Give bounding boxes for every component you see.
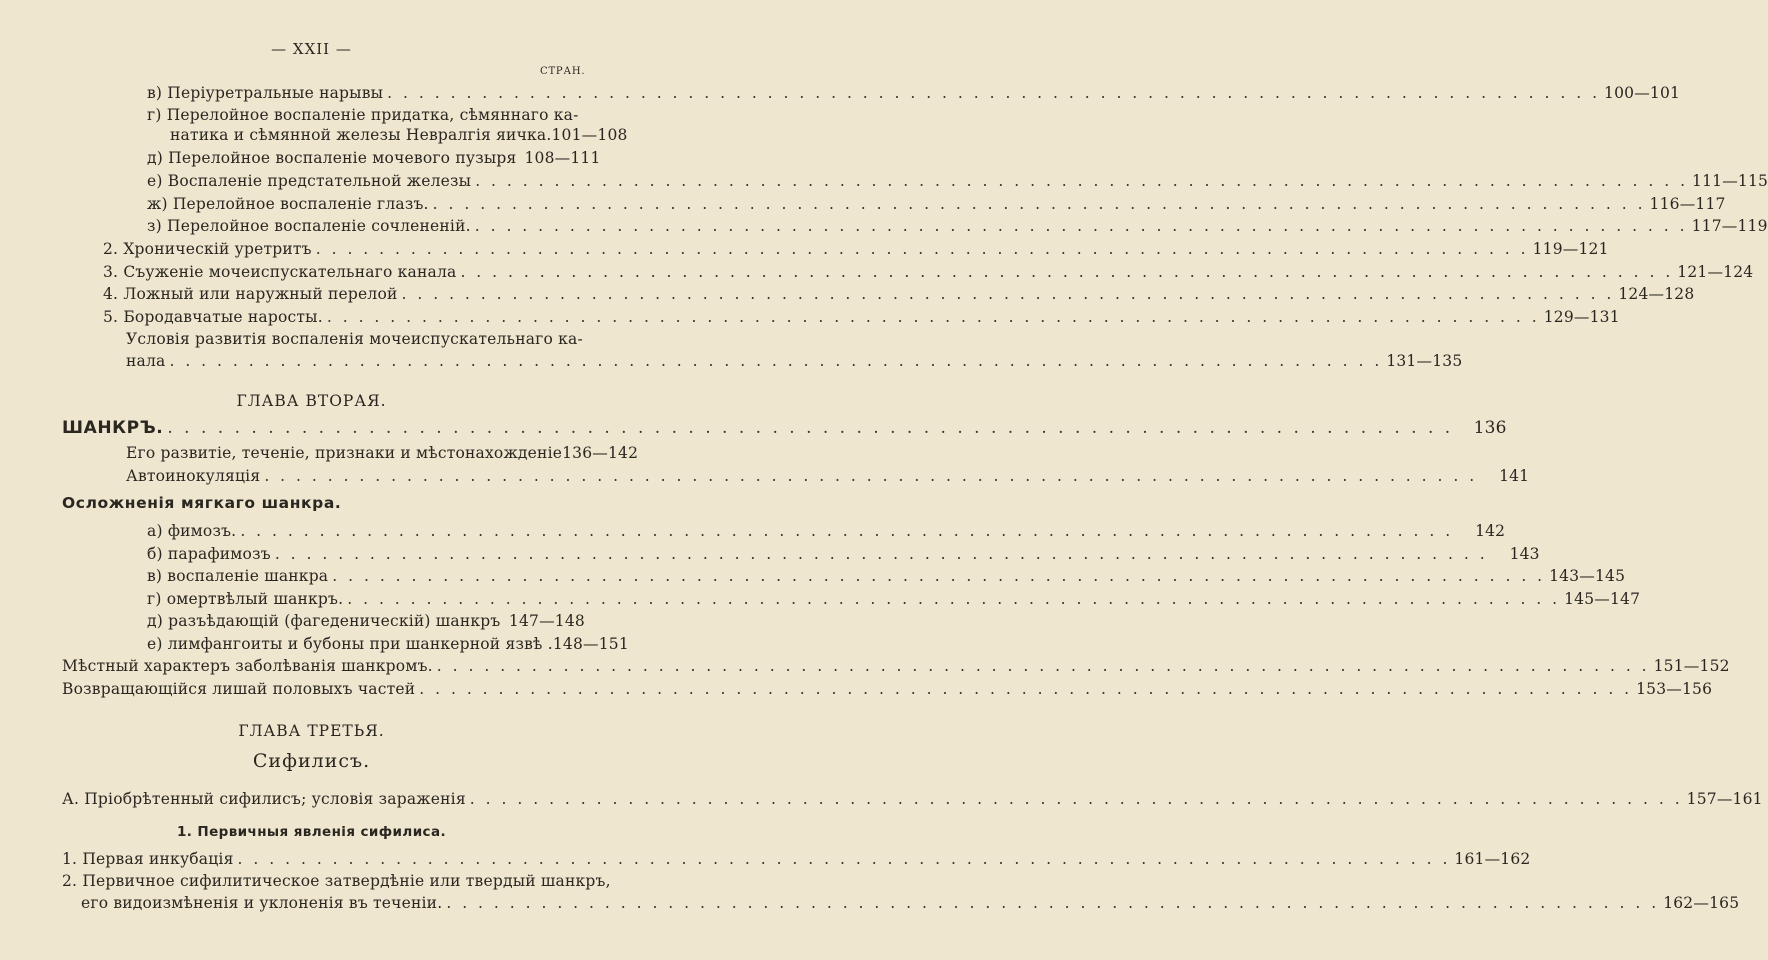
chapter-subtitle: Сифилисъ. xyxy=(252,750,371,772)
chapter-title: ГЛАВА ВТОРАЯ. xyxy=(236,392,387,410)
toc-entry-wrap: г) Перелойное воспаленіе придатка, сѣмяннаго ка- xyxy=(147,106,579,124)
toc-entry: Возвращающійся лишай половыхъ частей . . . 153—156 xyxy=(62,680,585,702)
toc-entry: Автоинокуляція . . . 141 xyxy=(126,467,585,489)
toc-entry: а) фимозъ. . . . 142 xyxy=(147,522,585,544)
toc-entry: е) лимфангоиты и бубоны при шанкерной язвѣ . 148—151 xyxy=(147,635,629,653)
chapter-title: ГЛАВА ТРЕТЬЯ. xyxy=(238,722,385,740)
toc-entry-wrap: Условія развитія воспаленія мочеиспускательнаго ка- xyxy=(126,330,583,348)
toc-entry: 3. Съуженіе мочеиспускательнаго канала . . . 121—124 xyxy=(103,263,585,285)
column-label: СТРАН. xyxy=(540,66,586,77)
toc-entry: его видоизмѣненія и уклоненія въ теченіи. . . . 162—165 xyxy=(81,894,585,916)
page-number: — XXII — xyxy=(271,40,352,58)
toc-entry: г) омертвѣлый шанкръ. . . . 145—147 xyxy=(147,590,585,612)
toc-entry: ж) Перелойное воспаленіе глазъ. . . . 116—117 xyxy=(147,195,585,217)
toc-entry: 4. Ложный или наружный перелой . . . 124—128 xyxy=(103,285,585,307)
toc-entry: е) Воспаленіе предстательной железы . . . 111—115 xyxy=(147,172,585,194)
toc-entry: Мѣстный характеръ заболѣванія шанкромъ. . . . 151—152 xyxy=(62,657,585,679)
toc-entry: б) парафимозъ . . . 143 xyxy=(147,545,585,567)
section-heading: 1. Первичныя явленія сифилиса. xyxy=(177,824,446,840)
toc-entry: д) Перелойное воспаленіе мочевого пузыря 108—111 xyxy=(147,149,601,167)
toc-entry: 2. Хроническій уретритъ . . . 119—121 xyxy=(103,240,585,262)
toc-entry: д) разъѣдающій (фагеденическій) шанкръ . . . 147—148 xyxy=(147,612,585,634)
toc-entry: в) Періуретральные нарывы . . . 100—101 xyxy=(147,84,585,106)
toc-entry: з) Перелойное воспаленіе сочлененій. . . . 117—119 xyxy=(147,217,585,239)
toc-entry: в) воспаленіе шанкра . . . 143—145 xyxy=(147,567,585,589)
section-entry: ШАНКРЪ. . . . 136 xyxy=(62,418,585,440)
subsection-title: Осложненія мягкаго шанкра. xyxy=(62,494,342,512)
toc-entry: А. Пріобрѣтенный сифилисъ; условія зараженія . . . 157—161 xyxy=(62,790,585,812)
toc-entry: Его развитіе, теченіе, признаки и мѣстонахожденіе 136—142 xyxy=(126,444,639,462)
toc-entry: нала . . . 131—135 xyxy=(126,352,585,374)
toc-entry: 1. Первая инкубація . . . 161—162 xyxy=(62,850,585,872)
toc-entry-wrap: 2. Первичное сифилитическое затвердѣніе или твердый шанкръ, xyxy=(62,872,611,890)
toc-entry: натика и сѣмянной железы Невралгія яичка. 101—108 xyxy=(170,126,628,144)
toc-entry: 5. Бородавчатые наросты. . . . 129—131 xyxy=(103,308,585,330)
